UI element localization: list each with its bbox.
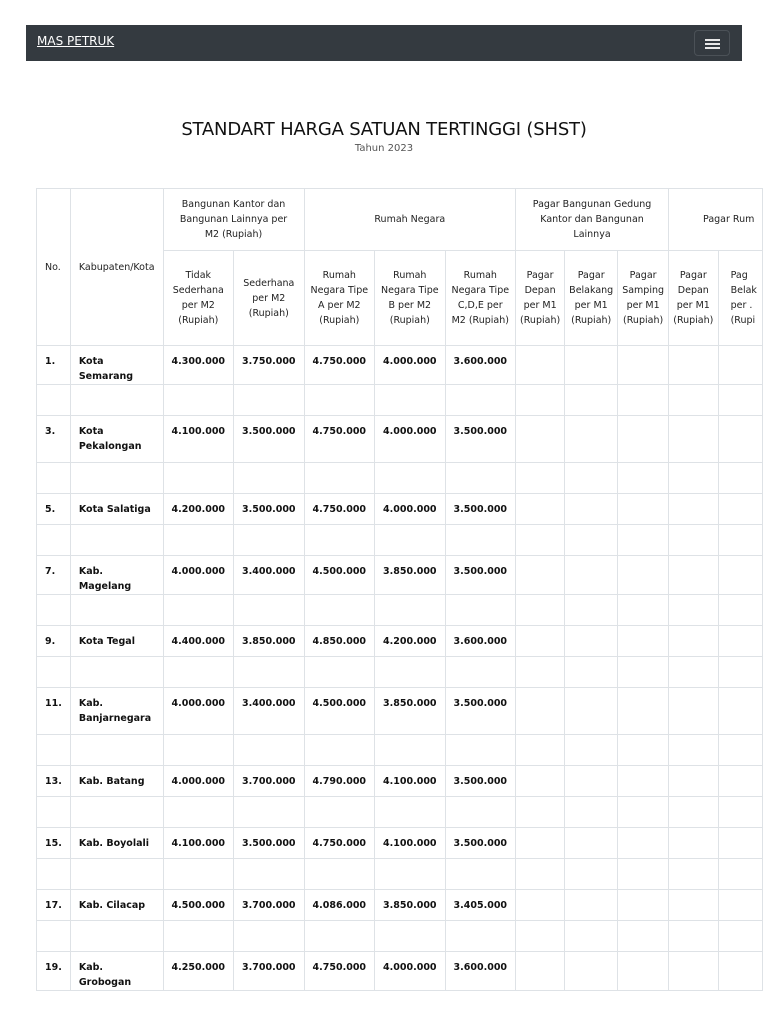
group-bangunan-kantor-header: Bangunan Kantor dan Bangunan Lainnya per M2 (Rupiah): [163, 189, 304, 251]
price-cell: 4.086.000: [304, 890, 375, 921]
empty-cell: [375, 385, 446, 416]
empty-cell: [445, 735, 516, 766]
empty-cell: [163, 525, 234, 556]
empty-cell: [565, 688, 618, 735]
empty-cell: [163, 385, 234, 416]
empty-cell: [375, 595, 446, 626]
empty-cell: [234, 595, 305, 626]
price-cell: 4.200.000: [163, 494, 234, 525]
empty-cell: [718, 626, 763, 657]
kabupaten-name-cell: Kab. Magelang: [70, 556, 163, 595]
empty-cell: [565, 385, 618, 416]
subheader-cell: Pag Belak per . (Rupi: [718, 251, 763, 346]
empty-cell: [718, 735, 763, 766]
empty-cell: [375, 921, 446, 952]
price-cell: 4.000.000: [375, 952, 446, 991]
empty-cell: [234, 921, 305, 952]
empty-cell: [163, 859, 234, 890]
empty-cell: [618, 921, 669, 952]
price-cell: 3.850.000: [375, 890, 446, 921]
price-cell: 4.500.000: [304, 688, 375, 735]
price-cell: 3.850.000: [375, 556, 446, 595]
empty-cell: [37, 385, 71, 416]
empty-cell: [516, 890, 565, 921]
brand-link[interactable]: MAS PETRUK: [37, 34, 115, 48]
empty-cell: [618, 463, 669, 494]
empty-cell: [718, 494, 763, 525]
empty-cell: [37, 463, 71, 494]
empty-cell: [669, 463, 719, 494]
empty-cell: [718, 657, 763, 688]
empty-cell: [618, 952, 669, 991]
empty-row: [37, 859, 763, 890]
empty-cell: [565, 346, 618, 385]
empty-cell: [565, 921, 618, 952]
empty-cell: [70, 735, 163, 766]
empty-cell: [516, 626, 565, 657]
empty-cell: [618, 494, 669, 525]
kabupaten-name-cell: Kota Tegal: [70, 626, 163, 657]
empty-cell: [516, 463, 565, 494]
empty-cell: [718, 556, 763, 595]
row-number-cell: 1.: [37, 346, 71, 385]
empty-cell: [70, 657, 163, 688]
empty-row: [37, 735, 763, 766]
empty-cell: [718, 921, 763, 952]
empty-cell: [565, 556, 618, 595]
subheader-cell: Rumah Negara Tipe B per M2 (Rupiah): [375, 251, 446, 346]
price-cell: 3.400.000: [234, 556, 305, 595]
empty-cell: [669, 626, 719, 657]
price-cell: 3.850.000: [234, 626, 305, 657]
top-navbar: [26, 25, 742, 61]
empty-cell: [618, 735, 669, 766]
empty-cell: [234, 525, 305, 556]
price-cell: 3.700.000: [234, 952, 305, 991]
empty-cell: [565, 416, 618, 463]
row-number-cell: 5.: [37, 494, 71, 525]
empty-cell: [669, 952, 719, 991]
shst-table: [36, 188, 763, 991]
empty-cell: [304, 385, 375, 416]
empty-cell: [718, 859, 763, 890]
table-body: [37, 346, 763, 991]
row-number-cell: 7.: [37, 556, 71, 595]
price-cell: 4.750.000: [304, 828, 375, 859]
empty-cell: [516, 735, 565, 766]
empty-cell: [669, 890, 719, 921]
empty-cell: [234, 463, 305, 494]
empty-cell: [565, 766, 618, 797]
empty-cell: [565, 525, 618, 556]
price-cell: 4.500.000: [163, 890, 234, 921]
empty-cell: [516, 828, 565, 859]
empty-cell: [669, 385, 719, 416]
kabupaten-name-cell: Kab. Boyolali: [70, 828, 163, 859]
empty-cell: [718, 890, 763, 921]
empty-cell: [163, 595, 234, 626]
empty-row: [37, 921, 763, 952]
kabupaten-name-cell: Kab. Banjarnegara: [70, 688, 163, 735]
empty-cell: [516, 494, 565, 525]
price-cell: 4.000.000: [375, 494, 446, 525]
empty-cell: [669, 595, 719, 626]
price-cell: 4.000.000: [163, 556, 234, 595]
kabupaten-name-cell: Kab. Batang: [70, 766, 163, 797]
empty-cell: [669, 556, 719, 595]
empty-cell: [516, 556, 565, 595]
table-row: [37, 890, 763, 921]
empty-cell: [669, 921, 719, 952]
empty-cell: [163, 735, 234, 766]
row-number-cell: 9.: [37, 626, 71, 657]
subheader-cell: Rumah Negara Tipe A per M2 (Rupiah): [304, 251, 375, 346]
price-cell: 3.400.000: [234, 688, 305, 735]
table-row: [37, 416, 763, 463]
empty-cell: [37, 859, 71, 890]
empty-row: [37, 525, 763, 556]
empty-cell: [618, 688, 669, 735]
empty-cell: [304, 657, 375, 688]
subheader-cell: Pagar Depan per M1 (Rupiah): [669, 251, 719, 346]
empty-cell: [565, 657, 618, 688]
empty-cell: [234, 859, 305, 890]
group-pagar-rumah-header: Pagar Rum: [669, 189, 763, 251]
empty-cell: [37, 525, 71, 556]
empty-cell: [163, 797, 234, 828]
menu-toggle-button[interactable]: [694, 30, 730, 56]
empty-cell: [304, 595, 375, 626]
price-cell: 3.500.000: [445, 494, 516, 525]
subheader-cell: Tidak Sederhana per M2 (Rupiah): [163, 251, 234, 346]
subheader-cell: Sederhana per M2 (Rupiah): [234, 251, 305, 346]
empty-cell: [375, 735, 446, 766]
price-cell: 4.200.000: [375, 626, 446, 657]
row-number-cell: 11.: [37, 688, 71, 735]
empty-cell: [565, 859, 618, 890]
empty-cell: [618, 828, 669, 859]
empty-cell: [304, 463, 375, 494]
price-cell: 4.000.000: [163, 688, 234, 735]
empty-cell: [234, 385, 305, 416]
empty-row: [37, 797, 763, 828]
price-cell: 3.700.000: [234, 890, 305, 921]
empty-cell: [516, 766, 565, 797]
kabupaten-name-cell: Kab. Grobogan: [70, 952, 163, 991]
empty-cell: [375, 525, 446, 556]
empty-cell: [565, 890, 618, 921]
empty-cell: [375, 463, 446, 494]
empty-cell: [70, 463, 163, 494]
empty-cell: [718, 797, 763, 828]
empty-cell: [445, 385, 516, 416]
page-title: STANDART HARGA SATUAN TERTINGGI (SHST): [181, 119, 587, 140]
empty-cell: [234, 797, 305, 828]
page-subtitle: Tahun 2023: [354, 143, 414, 154]
row-number-cell: 3.: [37, 416, 71, 463]
empty-cell: [163, 921, 234, 952]
subheader-cell: Pagar Belakang per M1 (Rupiah): [565, 251, 618, 346]
empty-cell: [618, 657, 669, 688]
table-row: [37, 494, 763, 525]
price-cell: 3.500.000: [445, 688, 516, 735]
empty-cell: [516, 346, 565, 385]
empty-cell: [618, 556, 669, 595]
empty-cell: [516, 657, 565, 688]
empty-cell: [375, 859, 446, 890]
price-cell: 4.750.000: [304, 416, 375, 463]
empty-cell: [565, 463, 618, 494]
empty-cell: [565, 735, 618, 766]
empty-cell: [445, 921, 516, 952]
empty-cell: [718, 463, 763, 494]
empty-cell: [618, 416, 669, 463]
table-row: [37, 688, 763, 735]
empty-cell: [618, 766, 669, 797]
price-cell: 4.000.000: [375, 346, 446, 385]
empty-cell: [565, 494, 618, 525]
price-cell: 4.750.000: [304, 494, 375, 525]
empty-cell: [618, 525, 669, 556]
price-cell: 3.750.000: [234, 346, 305, 385]
price-cell: 4.000.000: [163, 766, 234, 797]
empty-cell: [516, 595, 565, 626]
empty-cell: [516, 859, 565, 890]
price-cell: 3.500.000: [234, 828, 305, 859]
price-cell: 3.500.000: [445, 766, 516, 797]
empty-cell: [669, 859, 719, 890]
kabupaten-name-cell: Kota Salatiga: [70, 494, 163, 525]
price-cell: 4.750.000: [304, 952, 375, 991]
empty-row: [37, 595, 763, 626]
empty-cell: [163, 463, 234, 494]
price-cell: 4.850.000: [304, 626, 375, 657]
empty-cell: [618, 595, 669, 626]
empty-cell: [516, 385, 565, 416]
subheader-cell: Pagar Samping per M1 (Rupiah): [618, 251, 669, 346]
empty-cell: [718, 766, 763, 797]
empty-cell: [445, 657, 516, 688]
empty-cell: [37, 735, 71, 766]
price-cell: 3.500.000: [234, 494, 305, 525]
empty-cell: [718, 952, 763, 991]
price-cell: 4.400.000: [163, 626, 234, 657]
empty-cell: [304, 921, 375, 952]
empty-cell: [565, 595, 618, 626]
empty-cell: [669, 525, 719, 556]
price-cell: 3.600.000: [445, 346, 516, 385]
empty-cell: [718, 385, 763, 416]
price-cell: 3.500.000: [234, 416, 305, 463]
group-rumah-negara-header: Rumah Negara: [304, 189, 516, 251]
price-cell: 4.100.000: [375, 766, 446, 797]
empty-cell: [669, 797, 719, 828]
empty-cell: [618, 890, 669, 921]
kabupaten-name-cell: Kota Pekalongan: [70, 416, 163, 463]
empty-cell: [516, 921, 565, 952]
price-cell: 3.850.000: [375, 688, 446, 735]
empty-cell: [669, 828, 719, 859]
empty-cell: [669, 416, 719, 463]
table-row: [37, 828, 763, 859]
empty-cell: [618, 626, 669, 657]
price-cell: 4.750.000: [304, 346, 375, 385]
empty-row: [37, 463, 763, 494]
price-cell: 4.100.000: [163, 416, 234, 463]
empty-cell: [516, 416, 565, 463]
price-cell: 4.500.000: [304, 556, 375, 595]
empty-cell: [669, 735, 719, 766]
empty-cell: [718, 828, 763, 859]
row-number-cell: 15.: [37, 828, 71, 859]
empty-cell: [304, 797, 375, 828]
empty-cell: [163, 657, 234, 688]
empty-cell: [445, 595, 516, 626]
kabupaten-name-cell: Kota Semarang: [70, 346, 163, 385]
empty-cell: [304, 735, 375, 766]
price-cell: 3.600.000: [445, 952, 516, 991]
table-row: [37, 346, 763, 385]
price-cell: 4.100.000: [163, 828, 234, 859]
empty-cell: [445, 463, 516, 494]
row-number-cell: 19.: [37, 952, 71, 991]
subheader-cell: Rumah Negara Tipe C,D,E per M2 (Rupiah): [445, 251, 516, 346]
subheader-cell: Pagar Depan per M1 (Rupiah): [516, 251, 565, 346]
empty-cell: [565, 797, 618, 828]
empty-cell: [234, 735, 305, 766]
empty-cell: [669, 657, 719, 688]
empty-cell: [37, 657, 71, 688]
price-cell: 4.300.000: [163, 346, 234, 385]
empty-cell: [565, 952, 618, 991]
price-cell: 3.405.000: [445, 890, 516, 921]
empty-cell: [37, 797, 71, 828]
price-cell: 3.500.000: [445, 828, 516, 859]
empty-cell: [718, 346, 763, 385]
price-cell: 3.500.000: [445, 416, 516, 463]
price-cell: 4.790.000: [304, 766, 375, 797]
table-row: [37, 952, 763, 991]
empty-cell: [70, 385, 163, 416]
empty-cell: [70, 797, 163, 828]
empty-cell: [718, 525, 763, 556]
empty-cell: [669, 346, 719, 385]
empty-cell: [375, 797, 446, 828]
empty-cell: [37, 595, 71, 626]
empty-cell: [445, 859, 516, 890]
empty-cell: [618, 797, 669, 828]
empty-cell: [618, 346, 669, 385]
empty-cell: [70, 921, 163, 952]
empty-cell: [618, 859, 669, 890]
empty-cell: [445, 797, 516, 828]
empty-cell: [516, 525, 565, 556]
empty-cell: [234, 657, 305, 688]
empty-cell: [304, 859, 375, 890]
row-number-cell: 17.: [37, 890, 71, 921]
empty-cell: [718, 688, 763, 735]
empty-row: [37, 385, 763, 416]
empty-cell: [70, 859, 163, 890]
empty-cell: [516, 688, 565, 735]
col-kabupaten-header: Kabupaten/Kota: [70, 189, 163, 346]
price-cell: 4.100.000: [375, 828, 446, 859]
empty-cell: [669, 766, 719, 797]
group-pagar-bangunan-header: Pagar Bangunan Gedung Kantor dan Bangunan Lainnya: [516, 189, 669, 251]
empty-cell: [304, 525, 375, 556]
empty-cell: [565, 828, 618, 859]
empty-cell: [516, 797, 565, 828]
empty-cell: [70, 595, 163, 626]
price-cell: 3.700.000: [234, 766, 305, 797]
empty-cell: [718, 416, 763, 463]
empty-cell: [37, 921, 71, 952]
empty-cell: [375, 657, 446, 688]
price-cell: 4.000.000: [375, 416, 446, 463]
empty-cell: [618, 385, 669, 416]
price-cell: 4.250.000: [163, 952, 234, 991]
price-cell: 3.600.000: [445, 626, 516, 657]
empty-cell: [669, 688, 719, 735]
empty-cell: [445, 525, 516, 556]
kabupaten-name-cell: Kab. Cilacap: [70, 890, 163, 921]
empty-cell: [565, 626, 618, 657]
table-row: [37, 626, 763, 657]
table-scroll-container[interactable]: [36, 188, 757, 988]
table-row: [37, 766, 763, 797]
price-cell: 3.500.000: [445, 556, 516, 595]
empty-row: [37, 657, 763, 688]
row-number-cell: 13.: [37, 766, 71, 797]
empty-cell: [669, 494, 719, 525]
hamburger-icon: [705, 39, 720, 41]
empty-cell: [516, 952, 565, 991]
col-no-header: No.: [37, 189, 71, 346]
table-row: [37, 556, 763, 595]
empty-cell: [718, 595, 763, 626]
empty-cell: [70, 525, 163, 556]
